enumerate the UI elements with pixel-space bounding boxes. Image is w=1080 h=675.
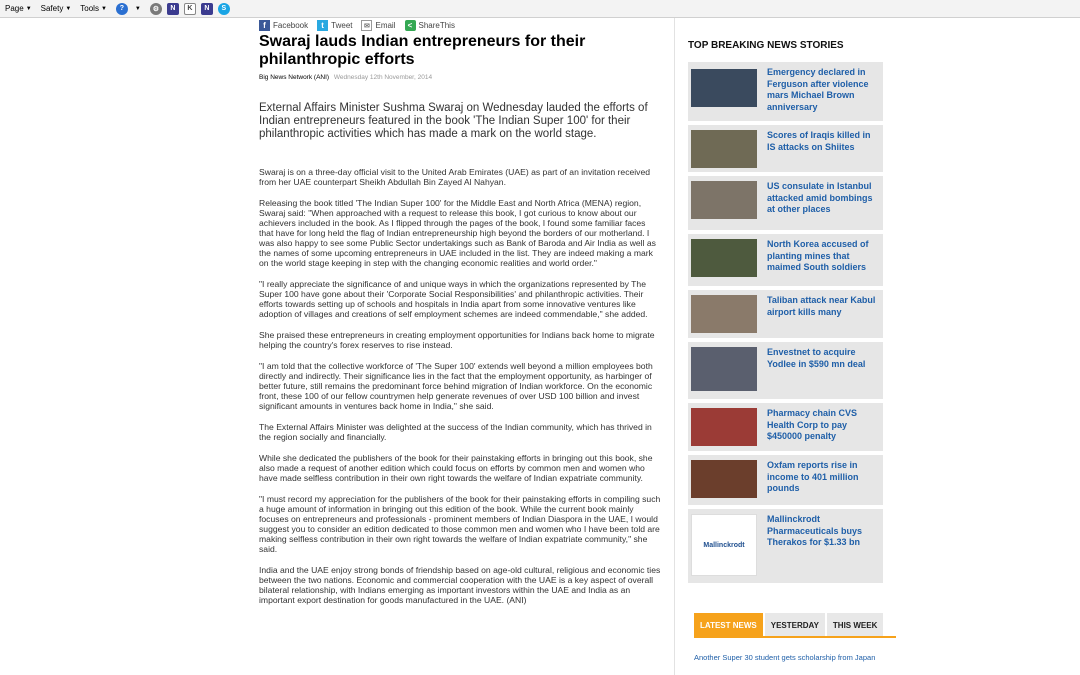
- article-paragraph: "I really appreciate the significance of and unique ways in which the organizations represented by The Super 100 have gone about their 'Corporate Social Responsibilities' and philanthropic activities. Their efforts towards setting up of schools and hospitals in India apart from some innovative ventures like adoption of villages and creations of self employment schemes are indeed commendable," she added.: [259, 279, 648, 319]
- story-title-link[interactable]: Envestnet to acquire Yodlee in $590 mn deal: [767, 347, 866, 369]
- story-item[interactable]: [688, 342, 883, 399]
- story-thumbnail[interactable]: [691, 69, 757, 107]
- story-item[interactable]: [688, 62, 883, 121]
- n2-icon[interactable]: N: [201, 3, 213, 15]
- facebook-label: Facebook: [273, 21, 309, 30]
- tweet-button[interactable]: [317, 20, 352, 31]
- tools-menu-label: Tools: [80, 4, 99, 13]
- k-icon[interactable]: K: [184, 3, 196, 15]
- story-title-link[interactable]: Pharmacy chain CVS Health Corp to pay $450000 penalty: [767, 408, 858, 441]
- facebook-icon: f: [259, 20, 270, 31]
- skype-icon[interactable]: S: [218, 3, 230, 15]
- story-title-link[interactable]: Scores of Iraqis killed in IS attacks on Shiites: [767, 130, 871, 152]
- tweet-label: Tweet: [331, 21, 353, 30]
- story-item[interactable]: [688, 234, 883, 286]
- gear-icon[interactable]: ⚙: [150, 3, 162, 15]
- article-paragraph: Releasing the book titled 'The Indian Super 100' for the Middle East and North Africa (MENA) region, Swaraj said: "When approached with a request to release this book, I got curious to know about our achievers included in the book. As I flipped through the pages of the book, I found some familiar faces that have for long held the flag of Indian entrepreneurship high beyond the borders of our motherland. I was also happy to see some Public Sector undertakings such as Bank of Baroda and Air India as well as the names of some upcoming entrepreneurs in UAE included in the list. They are indeed making a mark on the world stage keeping in step with the changing economic realities and world order.": [259, 198, 656, 268]
- column-divider: [674, 18, 675, 675]
- article-headline: Swaraj lauds Indian entrepreneurs for their philanthropic efforts: [259, 33, 586, 68]
- n-icon[interactable]: N: [167, 3, 179, 15]
- email-label: Email: [375, 21, 396, 30]
- story-title-link[interactable]: Mallinckrodt Pharmaceuticals buys Therakos for $1.33 bn: [767, 514, 863, 547]
- mallinckrodt-logo: Mallinckrodt: [703, 541, 745, 549]
- story-thumbnail[interactable]: [691, 130, 757, 168]
- article-paragraph: While she dedicated the publishers of the book for their painstaking efforts in bringing out this book, she also made a request of another edition which could focus on efforts by common men and women who have made selfless contribution in their own right towards the welfare of Indian expatriate community.: [259, 453, 653, 483]
- safety-menu[interactable]: [41, 4, 72, 13]
- story-item[interactable]: [688, 509, 883, 583]
- sharethis-icon: <: [405, 20, 416, 31]
- help-icon: ?: [116, 3, 128, 15]
- article-paragraph: "I must record my appreciation for the publishers of the book for their painstaking efforts in compiling such a huge amount of information in bringing out this edition of the book. While the current book mainly focuses on entrepreneurs and professionals - prominent members of Indian Diaspora in the UAE, I would suggest you to consider an edition dedicated to those common men and women who I have been told are making selfless contribution in their own right towards the welfare of Indian expatriate community," she said.: [259, 494, 661, 554]
- story-title-link[interactable]: US consulate in Istanbul attacked amid bombings at other places: [767, 181, 873, 214]
- story-title-link[interactable]: North Korea accused of planting mines that maimed South soldiers: [767, 239, 869, 272]
- tab-this-week[interactable]: THIS WEEK: [827, 613, 883, 637]
- article-paragraph: She praised these entrepreneurs in creating employment opportunities for Indians back home to migrate helping the country's forex reserves to rise instead.: [259, 330, 655, 350]
- latest-news-link[interactable]: Another Super 30 student gets scholarship from Japan: [694, 653, 876, 662]
- sharethis-button[interactable]: [405, 20, 455, 31]
- facebook-share-button[interactable]: [259, 20, 308, 31]
- story-title-link[interactable]: Taliban attack near Kabul airport kills many: [767, 295, 876, 317]
- story-item[interactable]: [688, 125, 883, 172]
- chevron-down-icon: ▼: [65, 5, 72, 12]
- story-thumbnail[interactable]: [691, 514, 757, 576]
- story-thumbnail[interactable]: [691, 239, 757, 277]
- tabs-underline: [694, 636, 896, 638]
- sharethis-label: ShareThis: [418, 21, 455, 30]
- article-lead: External Affairs Minister Sushma Swaraj on Wednesday lauded the efforts of Indian entrepreneurs featured in the book 'The Indian Super 100' for their philanthropic activities which has made a mark on the world stage.: [259, 102, 648, 140]
- tools-menu[interactable]: [80, 4, 107, 13]
- article-paragraph: Swaraj is on a three-day official visit to the United Arab Emirates (UAE) as part of an invitation received from her UAE counterpart Sheikh Abdullah Bin Zayed Al Nahyan.: [259, 167, 651, 187]
- article-paragraph: The External Affairs Minister was delighted at the success of the Indian community, which has thrived in the region socially and financially.: [259, 422, 652, 442]
- source-link[interactable]: Big News Network (ANI): [259, 74, 330, 81]
- page-menu-label: Page: [5, 4, 24, 13]
- help-menu[interactable]: [116, 3, 141, 15]
- browser-command-bar: [0, 0, 1080, 18]
- story-thumbnail[interactable]: [691, 181, 757, 219]
- safety-menu-label: Safety: [40, 4, 64, 13]
- story-item[interactable]: [688, 176, 883, 230]
- chevron-down-icon: ▼: [100, 5, 107, 12]
- chevron-down-icon: ▼: [134, 5, 141, 12]
- story-title-link[interactable]: Oxfam reports rise in income to 401 million pounds: [767, 460, 859, 493]
- tab-yesterday[interactable]: YESTERDAY: [765, 613, 825, 637]
- article-paragraph: "I am told that the collective workforce of 'The Super 100' extends well beyond a million employees both directly and indirectly. Their significance lies in the fact that the employment opportunity, as harbinger of better future, still remains the predominant force behind migration of Indian workforce. On the economic front, these 100 of our fellow countrymen help generate revenues of over USD 100 billion and invest significant amounts in ventures back home in India," she said.: [259, 361, 653, 411]
- story-thumbnail[interactable]: [691, 408, 757, 446]
- publish-date: Wednesday 12th November, 2014: [333, 74, 433, 81]
- story-thumbnail[interactable]: [691, 347, 757, 391]
- story-item[interactable]: [688, 455, 883, 505]
- sidebar-heading: TOP BREAKING NEWS STORIES: [688, 40, 844, 51]
- twitter-icon: t: [317, 20, 328, 31]
- tab-latest-news[interactable]: LATEST NEWS: [694, 613, 763, 637]
- share-bar: [259, 20, 464, 31]
- story-thumbnail[interactable]: [691, 295, 757, 333]
- news-tabs: [694, 613, 885, 637]
- byline: [259, 74, 432, 81]
- story-thumbnail[interactable]: [691, 460, 757, 498]
- story-title-link[interactable]: Emergency declared in Ferguson after violence mars Michael Brown anniversary: [767, 67, 869, 112]
- email-button[interactable]: [361, 20, 395, 31]
- story-item[interactable]: [688, 290, 883, 338]
- article-paragraph: India and the UAE enjoy strong bonds of friendship based on age-old cultural, religious and economic ties between the two nations. Economic and commercial cooperation with the UAE is a key aspect of overall bilateral relationship, with Indians emerging as important investors within the UAE and India as an important export destination for goods manufactured in the UAE. (ANI): [259, 565, 661, 605]
- email-icon: ✉: [361, 20, 372, 31]
- story-item[interactable]: [688, 403, 883, 451]
- article-body: [259, 167, 661, 616]
- breaking-news-list: [688, 62, 883, 587]
- page-menu[interactable]: [5, 4, 32, 13]
- chevron-down-icon: ▼: [25, 5, 32, 12]
